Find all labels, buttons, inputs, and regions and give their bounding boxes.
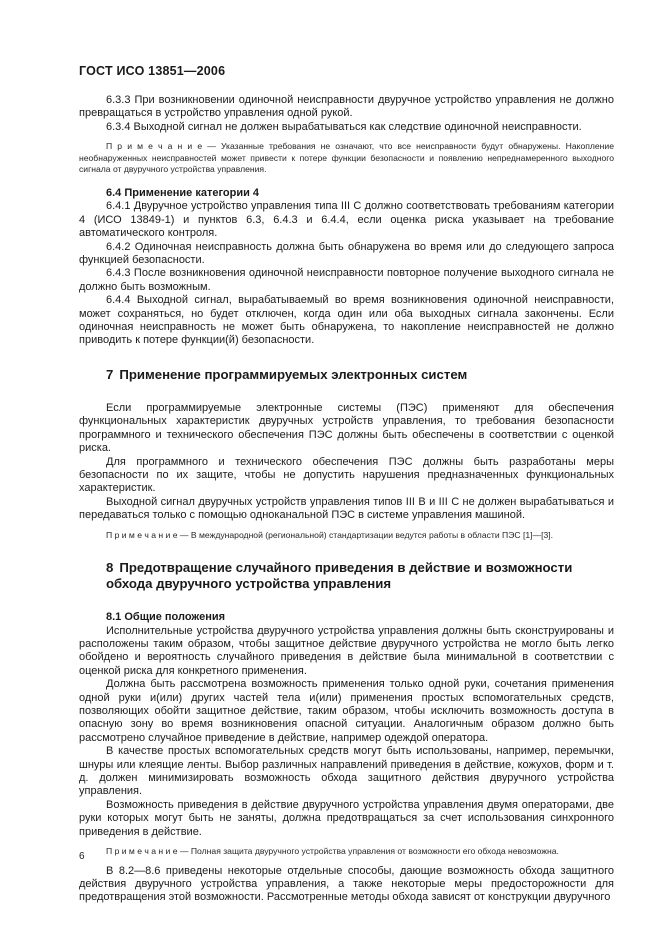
note-text: — Полная защита двуручного устройства управления от возможности его обхода невозможна. xyxy=(177,846,559,857)
document-body xyxy=(79,94,614,905)
document-header: ГОСТ ИСО 13851—2006 xyxy=(79,64,226,78)
paragraph: 6.4.4 Выходной сигнал, вырабатываемый во время возникновения одиночной неисправности, может сохраняться, но будет отключен, когда один или оба выходных сигнала закончены. Если одиночная неисправность не может быть обнаружена, то накопление неисправностей не должно приводить к потере функции(й) безопасности. xyxy=(79,294,614,347)
paragraph: Исполнительные устройства двуручного устройства управления должны быть сконструированы и расположены таким образом, чтобы защитное действие двуручного устройства не могло быть легко обойдено и вероятность случайного приведения в действие была минимальной в соответствии с оценкой риска для конкретного применения. xyxy=(79,624,614,677)
spacer xyxy=(79,134,614,141)
paragraph: Если программируемые электронные системы (ПЭС) применяют для обеспечения функциональных характеристик двуручных устройств управления, то требования безопасности программного и технического обеспечения ПЭС должны быть обеспечены в соответствии с оценкой риска. xyxy=(79,401,614,455)
page-number: 6 xyxy=(79,851,85,862)
note-text: — Указанные требования не означают, что все неисправности будут обнаружены. Накопление необнаруженных неисправностей может привести к потере функции безопасности и появлению непреднамеренного выходного сигнала от двуручного устройства управления. xyxy=(79,141,615,175)
paragraph: 6.4.2 Одиночная неисправность должна быть обнаружена во время или до следующего запроса функцией безопасности. xyxy=(79,240,614,267)
section-number: 7 xyxy=(106,366,114,382)
note-label: П р и м е ч а н и е xyxy=(106,141,203,152)
paragraph: В 8.2—8.6 приведены некоторые отдельные способы, дающие возможность обхода защитного действия двуручного устройства управления, а также некоторые меры предосторожности для предотвращения этой возможности. Рассмотренные методы обхода зависят от конструкции двуручного xyxy=(79,864,614,904)
section-number: 8 xyxy=(106,560,114,576)
paragraph: Для программного и технического обеспечения ПЭС должны быть разработаны меры безопасности по их защите, чтобы не допустить нарушения предназначенных функциональных характеристик. xyxy=(79,455,614,495)
spacer xyxy=(79,523,614,530)
note-label: П р и м е ч а н и е xyxy=(106,529,178,540)
subsection-heading: 8.1 Общие положения xyxy=(106,611,226,624)
subsection-heading: 6.4 Применение категории 4 xyxy=(106,187,260,199)
spacer xyxy=(79,541,614,560)
spacer xyxy=(79,839,614,846)
spacer xyxy=(79,858,614,865)
note-paragraph xyxy=(79,846,614,858)
paragraph: 6.3.4 Выходной сигнал не должен вырабатываться как следствие одиночной неисправности. xyxy=(106,120,582,133)
paragraph: 6.3.3 При возникновении одиночной неисправности двуручное устройство управления не должно превращаться в устройство управления одной рукой. xyxy=(79,94,614,120)
paragraph: 6.4.3 После возникновения одиночной неисправности повторное получение выходного сигнала не должно быть возможным. xyxy=(79,267,614,293)
section-heading xyxy=(79,560,614,592)
paragraph: Возможность приведения в действие двуручного устройства управления двумя операторами, две руки которых могут быть не заняты, должна предотвращаться за счет использования синхронного приведения в действие. xyxy=(79,798,614,838)
spacer xyxy=(79,348,614,367)
section-heading xyxy=(79,367,614,383)
section-title: Применение программируемых электронных систем xyxy=(119,366,468,382)
paragraph: Должна быть рассмотрена возможность применения только одной руки, сочетания применения одной руки и(или) других частей тела и(или) применения простых вспомогательных средств, позволяющих обойти защитное действие, таким образом, чтобы исключить возможность доступа в опасную зону во время возникновения опасной ситуации. Аналогичным образом должно быть рассмотрено случайное приведение в действие, например одеждой оператора. xyxy=(79,678,614,744)
paragraph: 6.4.1 Двуручное устройство управления типа III C должно соответствовать требованиям категории 4 (ИСО 13849-1) и пунктов 6.3, 6.4.3 и 6.4.4, если оценка риска указывает на требование автоматического контроля. xyxy=(79,200,614,240)
spacer xyxy=(79,592,614,611)
note-text: — В международной (региональной) стандартизации ведутся работы в области ПЭС [1]—[3]. xyxy=(177,529,554,540)
spacer xyxy=(79,176,614,187)
section-title: Предотвращение случайного приведения в действие и возможности обхода двуручного устройства управления xyxy=(106,560,573,592)
paragraph: Выходной сигнал двуручных устройств управления типов III B и III C не должен вырабатываться и передаваться только с помощью одноканальной ПЭС в системе управления машиной. xyxy=(79,495,614,522)
paragraph: В качестве простых вспомогательных средств могут быть использованы, например, перемычки, шнуры или клеящие ленты. Выбор различных направлений приведения в действие, кожухов, форм и т. д. должен минимизировать возможность обхода защитного действия двуручного устройства управления. xyxy=(79,745,614,798)
note-paragraph xyxy=(79,530,614,542)
note-label: П р и м е ч а н и е xyxy=(106,846,178,857)
note-paragraph xyxy=(79,141,614,176)
spacer xyxy=(79,383,614,402)
